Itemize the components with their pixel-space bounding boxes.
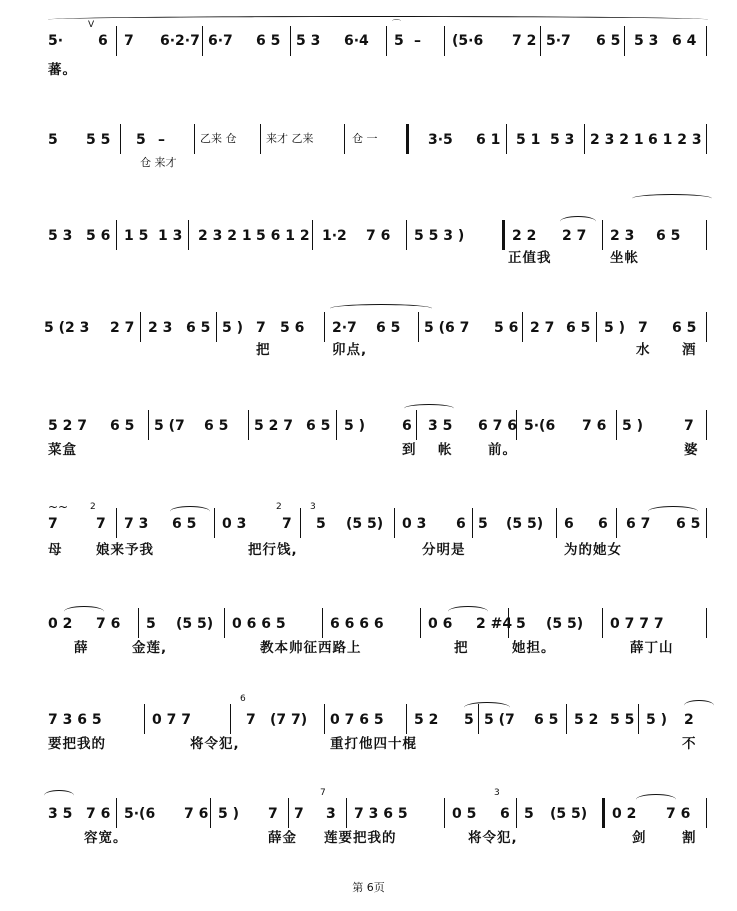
lyric: 母 (48, 542, 63, 558)
note: 6 5 (256, 33, 281, 49)
barline (706, 608, 707, 638)
barline (116, 798, 117, 828)
note: 0 7 7 7 (610, 616, 664, 632)
note: 6 5 (376, 320, 401, 336)
barline (386, 26, 387, 56)
note: 3·5 (428, 132, 453, 148)
note: 0 6 (428, 616, 453, 632)
note: 6 5 (306, 418, 331, 434)
barline (706, 312, 707, 342)
note: 7 (246, 712, 256, 728)
barline-double (602, 798, 605, 828)
barline (706, 220, 707, 250)
barline (478, 704, 479, 734)
barline (706, 798, 707, 828)
note: (5 5) (176, 616, 214, 632)
grace-note: 6 (240, 694, 246, 704)
barline (188, 220, 189, 250)
note: 6 5 (204, 418, 229, 434)
note: 6·7 (208, 33, 233, 49)
note: 7 (48, 516, 58, 532)
lyric: 分明是 (422, 542, 466, 558)
note: 5 5 3 ) (414, 228, 465, 244)
note: 7 6 (96, 616, 121, 632)
note: 0 6 6 5 (232, 616, 286, 632)
note: 0 2 (612, 806, 637, 822)
barline (140, 312, 141, 342)
lyric: 为的她女 (564, 542, 622, 558)
lyric: 蕃。 (48, 62, 77, 78)
note: 0 7 7 (152, 712, 191, 728)
barline (116, 26, 117, 56)
score-system-3 (0, 200, 737, 300)
barline (516, 410, 517, 440)
note: 0 3 (402, 516, 427, 532)
barline (394, 508, 395, 538)
barline (638, 704, 639, 734)
lyric: 她担。 (512, 640, 556, 656)
barline (288, 798, 289, 828)
note: 6 1 2 3 (648, 132, 702, 148)
lyric: 将令犯, (468, 830, 518, 846)
note: 5 (464, 712, 474, 728)
barline (116, 508, 117, 538)
note: 7 3 6 5 (354, 806, 408, 822)
note: 6 (598, 516, 608, 532)
barline (706, 26, 707, 56)
note: 5· (48, 33, 64, 49)
note: 6·4 (344, 33, 369, 49)
note: 6 5 (676, 516, 701, 532)
note: 5 3 (48, 228, 73, 244)
lyric: 前。 (488, 442, 517, 458)
lyric: 不 (682, 736, 697, 752)
barline (506, 124, 507, 154)
note: 5 5 (86, 132, 111, 148)
barline (418, 312, 419, 342)
note: 5 5 (610, 712, 635, 728)
barline (444, 26, 445, 56)
note: 5 2 7 (48, 418, 87, 434)
lyric: 菜盒 (48, 442, 77, 458)
lyric: 把 (256, 342, 271, 358)
note: (5·6 (452, 33, 484, 49)
percussion-text: 仓 一 (352, 132, 378, 145)
barline (344, 124, 345, 154)
note: (5 5) (546, 616, 584, 632)
note: (7 7) (270, 712, 308, 728)
lyric: 水 (636, 342, 651, 358)
barline (566, 704, 567, 734)
barline (616, 508, 617, 538)
dash: – (414, 33, 421, 49)
lyric: 把行饯, (248, 542, 298, 558)
lyric: 坐帐 (610, 250, 639, 266)
note: 5 (7 (484, 712, 515, 728)
barline (706, 410, 707, 440)
note: 6 5 (596, 33, 621, 49)
note: 1·2 (322, 228, 347, 244)
barline (472, 508, 473, 538)
note: 2 #4 (476, 616, 513, 632)
tie-arc (44, 790, 74, 801)
note: 5 6 1 2 (256, 228, 310, 244)
note: 7 6 (666, 806, 691, 822)
barline (194, 124, 195, 154)
note: 6 (98, 33, 108, 49)
score-system-5 (0, 400, 737, 500)
grace-note: 2 (90, 502, 96, 512)
note: 7 (268, 806, 278, 822)
note: 5 (136, 132, 146, 148)
score-system-7 (0, 600, 737, 700)
score-system-4 (0, 300, 737, 400)
tie-arc (636, 794, 676, 805)
barline (508, 608, 509, 638)
phrase-slur (48, 16, 708, 23)
barline (602, 220, 603, 250)
barline (406, 220, 407, 250)
grace-note: 3 (310, 502, 316, 512)
note: 5 6 (494, 320, 519, 336)
score-system-6 (0, 500, 737, 600)
barline (148, 410, 149, 440)
note: 5 1 (516, 132, 541, 148)
note: 5 (478, 516, 488, 532)
tie-arc (404, 404, 454, 413)
note: 6 7 (626, 516, 651, 532)
tie-arc (64, 606, 104, 617)
note: 6 (564, 516, 574, 532)
barline (290, 26, 291, 56)
note: 7 6 (366, 228, 391, 244)
note: 6 (402, 418, 412, 434)
note: 5 (394, 33, 404, 49)
lyric: 婆 (684, 442, 699, 458)
note: 6 5 (656, 228, 681, 244)
barline (202, 26, 203, 56)
breath-mark: V (88, 20, 95, 30)
note: 5 ) (604, 320, 626, 336)
note: 7 6 (184, 806, 209, 822)
barline (516, 798, 517, 828)
note: 5 ) (344, 418, 366, 434)
note: 7 (124, 33, 134, 49)
barline-double (406, 124, 409, 154)
lyric: 娘来予我 (96, 542, 154, 558)
note: 6 6 6 6 (330, 616, 384, 632)
lyric: 卯点, (332, 342, 368, 358)
note: (5 5) (346, 516, 384, 532)
note: 2·7 (332, 320, 357, 336)
phrase-slur (632, 194, 712, 203)
note: 6 5 (672, 320, 697, 336)
barline (210, 798, 211, 828)
score-system-8 (0, 690, 737, 790)
note: 6 5 (172, 516, 197, 532)
note: 5 3 (634, 33, 659, 49)
note: 6 (500, 806, 510, 822)
barline (346, 798, 347, 828)
barline (444, 798, 445, 828)
note: 5 ) (218, 806, 240, 822)
note: 0 2 (48, 616, 73, 632)
barline (616, 410, 617, 440)
note: 2 3 (148, 320, 173, 336)
barline (322, 608, 323, 638)
lyric: 金莲, (132, 640, 168, 656)
note: (5 5) (506, 516, 544, 532)
percussion-text: 乙来 仓 (200, 132, 237, 145)
note: 5·7 (546, 33, 571, 49)
note: 5 ) (222, 320, 244, 336)
barline (406, 704, 407, 734)
lyric: 剑 (632, 830, 647, 846)
note: 5·(6 (524, 418, 556, 434)
note: 5 3 (550, 132, 575, 148)
lyric: 割 (682, 830, 697, 846)
note: 6 4 (672, 33, 697, 49)
note: 2 7 (110, 320, 135, 336)
grace-note: 2 (276, 502, 282, 512)
barline (312, 220, 313, 250)
note: 5 (316, 516, 326, 532)
barline (230, 704, 231, 734)
note: 5 (6 7 (424, 320, 470, 336)
score-system-2 (0, 100, 737, 200)
barline (260, 124, 261, 154)
lyric: 帐 (438, 442, 453, 458)
tie-arc (648, 506, 698, 517)
note: 6 5 (110, 418, 135, 434)
note: 5 2 7 (254, 418, 293, 434)
lyric: 将令犯, (190, 736, 240, 752)
tie-arc (684, 700, 714, 711)
barline (138, 608, 139, 638)
note: 7 3 (124, 516, 149, 532)
note: 0 3 (222, 516, 247, 532)
barline (624, 26, 625, 56)
lyric: 酒 (682, 342, 697, 358)
note: 2 3 2 1 (198, 228, 252, 244)
fermata: ⌒ (392, 20, 402, 30)
note: 5 (7 (154, 418, 185, 434)
note: 7 (96, 516, 106, 532)
barline (416, 410, 417, 440)
note: 3 5 (48, 806, 73, 822)
note: 5 (524, 806, 534, 822)
note: 2 7 (562, 228, 587, 244)
tie-arc (448, 606, 488, 617)
note: 6·2·7 (160, 33, 200, 49)
note: 5 (146, 616, 156, 632)
note: (5 5) (550, 806, 588, 822)
note: 7 6 (86, 806, 111, 822)
barline (300, 508, 301, 538)
note: 5 (516, 616, 526, 632)
percussion-text: 仓 来才 (140, 156, 177, 169)
note: 7 6 (582, 418, 607, 434)
score-system-9 (0, 780, 737, 880)
note: 5 ) (622, 418, 644, 434)
barline (420, 608, 421, 638)
lyric: 到 (402, 442, 417, 458)
dash: – (158, 132, 165, 148)
lyric: 把 (454, 640, 469, 656)
tie-arc (170, 506, 210, 517)
lyric: 莲要把我的 (324, 830, 397, 846)
note: 5 6 (280, 320, 305, 336)
percussion-text: 来才 乙来 (266, 132, 314, 145)
lyric: 薛 (74, 640, 89, 656)
note: 7 2 (512, 33, 537, 49)
note: 2 3 2 1 (590, 132, 644, 148)
note: 2 3 (610, 228, 635, 244)
barline (216, 312, 217, 342)
lyric: 薛金 (268, 830, 297, 846)
barline-double (502, 220, 505, 250)
note: 1 3 (158, 228, 183, 244)
note: 6 5 (534, 712, 559, 728)
note: 5 ) (646, 712, 668, 728)
note: 5·(6 (124, 806, 156, 822)
note: 3 (326, 806, 336, 822)
grace-note: 7 (320, 788, 326, 798)
note: 6 1 (476, 132, 501, 148)
page-number: 第 6页 (352, 881, 385, 894)
barline (324, 704, 325, 734)
barline (556, 508, 557, 538)
note: 1 5 (124, 228, 149, 244)
triplet-mark: 3 (494, 788, 500, 798)
lyric: 薛丁山 (630, 640, 674, 656)
note: 7 (638, 320, 648, 336)
barline (144, 704, 145, 734)
note: 7 (282, 516, 292, 532)
barline (584, 124, 585, 154)
lyric: 要把我的 (48, 736, 106, 752)
tie-arc (560, 216, 596, 227)
barline (522, 312, 523, 342)
note: 2 (684, 712, 694, 728)
lyric: 教本帅征西路上 (260, 640, 362, 656)
barline (706, 124, 707, 154)
note: 3 5 (428, 418, 453, 434)
barline (336, 410, 337, 440)
note: 2 7 (530, 320, 555, 336)
note: 5 3 (296, 33, 321, 49)
note: 0 7 6 5 (330, 712, 384, 728)
ornament-mark: ~~ (48, 500, 69, 514)
barline (324, 312, 325, 342)
note: 6 (456, 516, 466, 532)
lyric: 重打他四十棍 (330, 736, 417, 752)
note: 7 (684, 418, 694, 434)
barline (248, 410, 249, 440)
note: 5 2 (574, 712, 599, 728)
score-system-1 (0, 0, 737, 100)
note: 5 (2 3 (44, 320, 90, 336)
lyric: 正值我 (508, 250, 552, 266)
barline (602, 608, 603, 638)
barline (596, 312, 597, 342)
barline (120, 124, 121, 154)
note: 7 3 6 5 (48, 712, 102, 728)
phrase-slur (330, 304, 432, 313)
note: 6 7 6 (478, 418, 517, 434)
note: 7 (294, 806, 304, 822)
note: 5 6 (86, 228, 111, 244)
note: 6 5 (186, 320, 211, 336)
note: 5 2 (414, 712, 439, 728)
note: 5 (48, 132, 58, 148)
note: 2 2 (512, 228, 537, 244)
barline (224, 608, 225, 638)
barline (706, 508, 707, 538)
barline (540, 26, 541, 56)
barline (214, 508, 215, 538)
note: 7 (256, 320, 266, 336)
lyric: 容宽。 (84, 830, 128, 846)
note: 6 5 (566, 320, 591, 336)
note: 0 5 (452, 806, 477, 822)
barline (116, 220, 117, 250)
